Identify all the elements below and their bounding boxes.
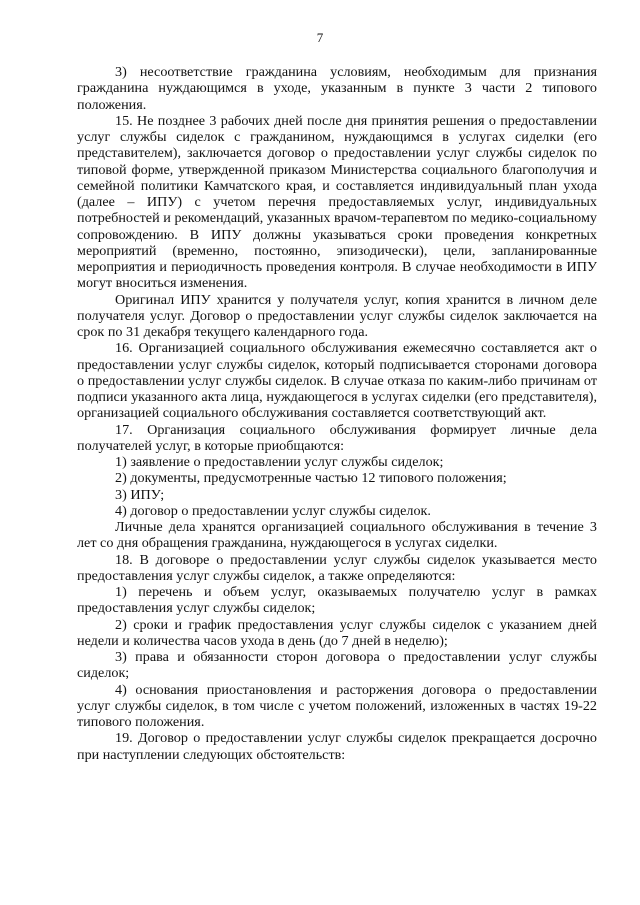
paragraph-15: 15. Не позднее 3 рабочих дней после дня принятия решения о предоставлении услуг службы сиделок с гражданином, нуждающимся в услугах сиделки (его представителем), заключается договор о предоставлении услуг службы сиделок по типовой форме, утвержденной приказом Министерства социального благополучия и семейной политики Камчатского края, и составляется индивидуальный план ухода (далее – ИПУ) с учетом перечня предоставляемых услуг, индивидуальных потребностей и рекомендаций, указанных врачом-терапевтом по медико-социальному сопровождению. В ИПУ должны указываться сроки проведения конкретных мероприятий (временно, постоянно, эпизодически), цели, запланированные мероприятия и периодичность проведения контроля. В случае необходимости в ИПУ могут вноситься изменения.: [77, 112, 597, 292]
list-item-17-3: 3) ИПУ;: [115, 486, 165, 503]
paragraph-personal-files: Личные дела хранятся организацией социального обслуживания в течение 3 лет со дня обращения гражданина, нуждающегося в услугах сиделки.: [77, 519, 597, 552]
paragraph-16: 16. Организацией социального обслуживания ежемесячно составляется акт о предоставлении услуг службы сиделок, который подписывается сторонами договора о предоставлении услуг службы сиделок. В случае отказа по каким-либо причинам от подписи указанного акта лица, нуждающегося в услугах сиделки (его представителя), организацией социального обслуживания составляется соответствующий акт.: [77, 340, 597, 422]
paragraph-item-3-criteria: 3) несоответствие гражданина условиям, необходимым для признания гражданина нуждающимся в уходе, указанным в пункте 3 части 2 типового положения.: [77, 64, 597, 113]
paragraph-17: 17. Организация социального обслуживания формирует личные дела получателей услуг, в которые приобщаются:: [77, 421, 597, 454]
list-item-18-2: 2) сроки и график предоставления услуг службы сиделок с указанием дней недели и количества часов ухода в день (до 7 дней в неделю);: [77, 616, 597, 649]
list-item-18-4: 4) основания приостановления и расторжения договора о предоставлении услуг службы сиделок, в том числе с учетом положений, изложенных в частях 19-22 типового положения.: [77, 681, 597, 730]
document-body: [77, 64, 597, 763]
list-item-18-1: 1) перечень и объем услуг, оказываемых получателю услуг в рамках предоставления услуг службы сиделок;: [77, 584, 597, 617]
list-item-17-4: 4) договор о предоставлении услуг службы сиделок.: [115, 502, 431, 519]
list-item-18-3: 3) права и обязанности сторон договора о предоставлении услуг службы сиделок;: [77, 649, 597, 682]
paragraph-ipu-original: Оригинал ИПУ хранится у получателя услуг, копия хранится в личном деле получателя услуг. Договор о предоставлении услуг службы сиделок заключается на срок по 31 декабря текущего календарного года.: [77, 291, 597, 340]
paragraph-18: 18. В договоре о предоставлении услуг службы сиделок указывается место предоставления услуг службы сиделок, а также определяются:: [77, 551, 597, 584]
list-item-17-1: 1) заявление о предоставлении услуг службы сиделок;: [115, 454, 444, 470]
paragraph-19: 19. Договор о предоставлении услуг службы сиделок прекращается досрочно при наступлении следующих обстоятельств:: [77, 730, 597, 763]
list-item-17-2: 2) документы, предусмотренные частью 12 типового положения;: [115, 470, 507, 487]
page-number: 7: [316, 30, 324, 45]
